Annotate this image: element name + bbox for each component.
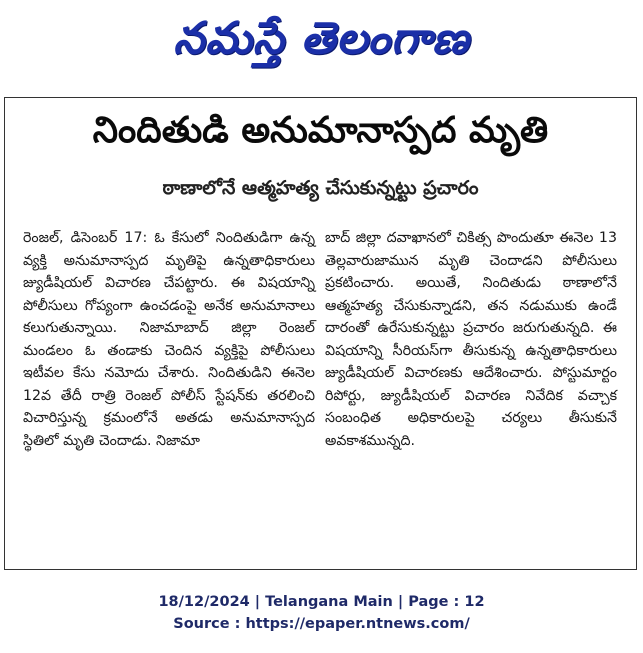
newspaper-logo: నమస్తే తెలంగాణ [173, 13, 470, 64]
article-subheadline: ఠాణాలోనే ఆత్మహత్య చేసుకున్నట్టు ప్రచారం [162, 177, 479, 199]
article-column-left [23, 227, 315, 452]
article-headline: నిందితుడి అనుమానాస్పద మృతి [92, 110, 549, 151]
article-clipping [4, 97, 637, 570]
publication-info: 18/12/2024 | Telangana Main | Page : 12 [158, 594, 485, 610]
source-link[interactable]: Source : https://epaper.ntnews.com/ [173, 616, 470, 632]
article-paragraph: రెంజల్, డిసెంబర్ 17: ఓ కేసులో నిందితుడిగా ఉన్న వ్యక్తి అనుమానాస్పద మృతిపై ఉన్నతాధికారులు జ్యుడీషియల్ విచారణ చేపట్టారు. ఈ విషయాన్ని పోలీసులు గోప్యంగా ఉంచడంపై అనేక అనుమానాలు కలుగుతున్నాయి. నిజామాబాద్ జిల్లా రెంజల్ మండలం ఓ తండాకు చెందిన వ్యక్తిపై పోలీసులు ఇటీవల కేసు నమోదు చేశారు. నిందితుడిని ఈనెల 12వ తేదీ రాత్రి రెంజల్ పోలీస్ స్టేషన్‌కు తరలించి విచారిస్తున్న క్రమంలోనే అతడు అనుమానాస్పద స్థితిలో మృతి చెందాడు. నిజామా [23, 230, 315, 449]
article-paragraph: బాద్ జిల్లా దవాఖానలో చికిత్స పొందుతూ ఈనెల 13 తెల్లవారుజామున మృతి చెందాడని పోలీసులు ప్రకటించారు. అయితే, నిందితుడు ఠాణాలోనే ఆత్మహత్య చేసుకున్నాడని, తన నడుముకు ఉండే దారంతో ఉరేసుకున్నట్టు ప్రచారం జరుగుతున్నది. ఈ విషయాన్ని సీరియస్‌గా తీసుకున్న ఉన్నతాధికారులు జ్యుడీషియల్ విచారణకు ఆదేశించారు. పోస్టుమార్టం రిపోర్టు, జ్యుడీషియల్ విచారణ నివేదిక వచ్చాక సంబంధిత అధికారులపై చర్యలు తీసుకునే అవకాశమున్నది. [325, 230, 617, 449]
article-column-right [325, 227, 617, 452]
masthead [0, 0, 643, 88]
